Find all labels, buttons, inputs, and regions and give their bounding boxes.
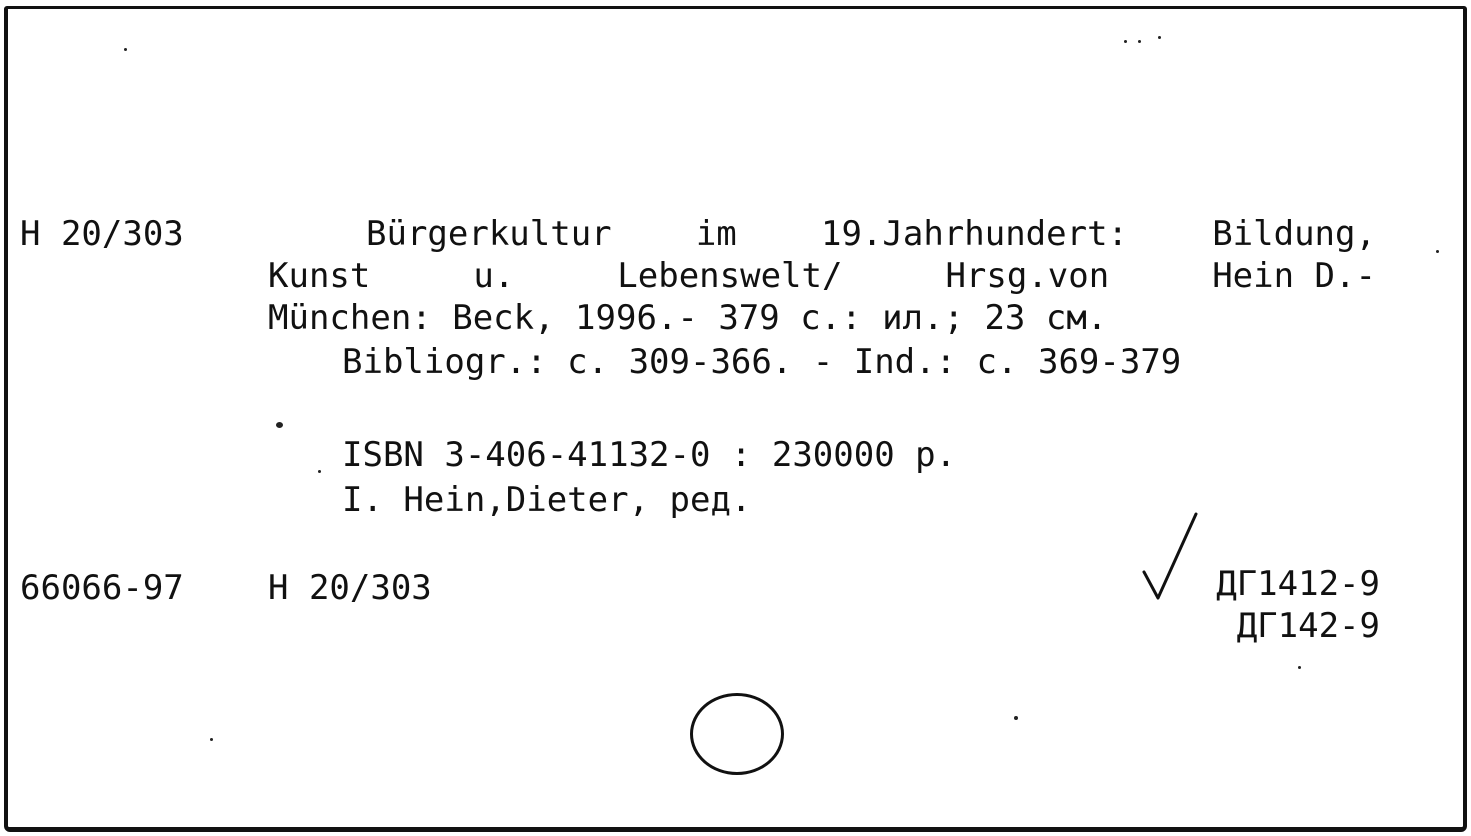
shelf-mark-bottom: H 20/303	[268, 568, 432, 608]
title-continuation-line	[268, 256, 1376, 296]
speck	[124, 48, 127, 51]
title-word: Kunst	[268, 256, 371, 296]
class-code-2: ДГ142-9	[1236, 606, 1380, 646]
speck	[1124, 40, 1127, 43]
added-entry-line: I. Hein,Dieter, ред.	[342, 480, 752, 520]
title-word: u.	[473, 256, 515, 296]
inventory-number: 66066-97	[20, 568, 184, 608]
shelf-mark: H 20/303	[20, 214, 184, 254]
isbn-line: ISBN 3-406-41132-0 : 230000 p.	[342, 435, 957, 475]
speck	[1138, 40, 1141, 43]
class-code-1: ДГ1412-9	[1216, 564, 1380, 604]
speck	[1014, 716, 1018, 720]
title-word: im	[695, 214, 737, 254]
punch-hole	[690, 693, 784, 775]
notes-line: Bibliogr.: c. 309-366. - Ind.: c. 369-379	[342, 342, 1182, 382]
speck	[1298, 666, 1301, 669]
speck	[1436, 250, 1439, 253]
speck	[318, 470, 321, 473]
imprint-line: München: Beck, 1996.- 379 c.: ил.; 23 см.	[268, 298, 1108, 338]
speck	[276, 422, 283, 428]
title-word: Hrsg.von	[945, 256, 1110, 296]
title-word: 19.Jahrhundert:	[820, 214, 1129, 254]
title-word: Bürgerkultur	[366, 214, 612, 254]
speck	[210, 738, 213, 741]
title-line	[366, 214, 1376, 254]
title-word: Lebenswelt/	[617, 256, 843, 296]
title-word: Bildung,	[1212, 214, 1376, 254]
speck	[1158, 36, 1161, 39]
title-word: Hein D.-	[1212, 256, 1376, 296]
